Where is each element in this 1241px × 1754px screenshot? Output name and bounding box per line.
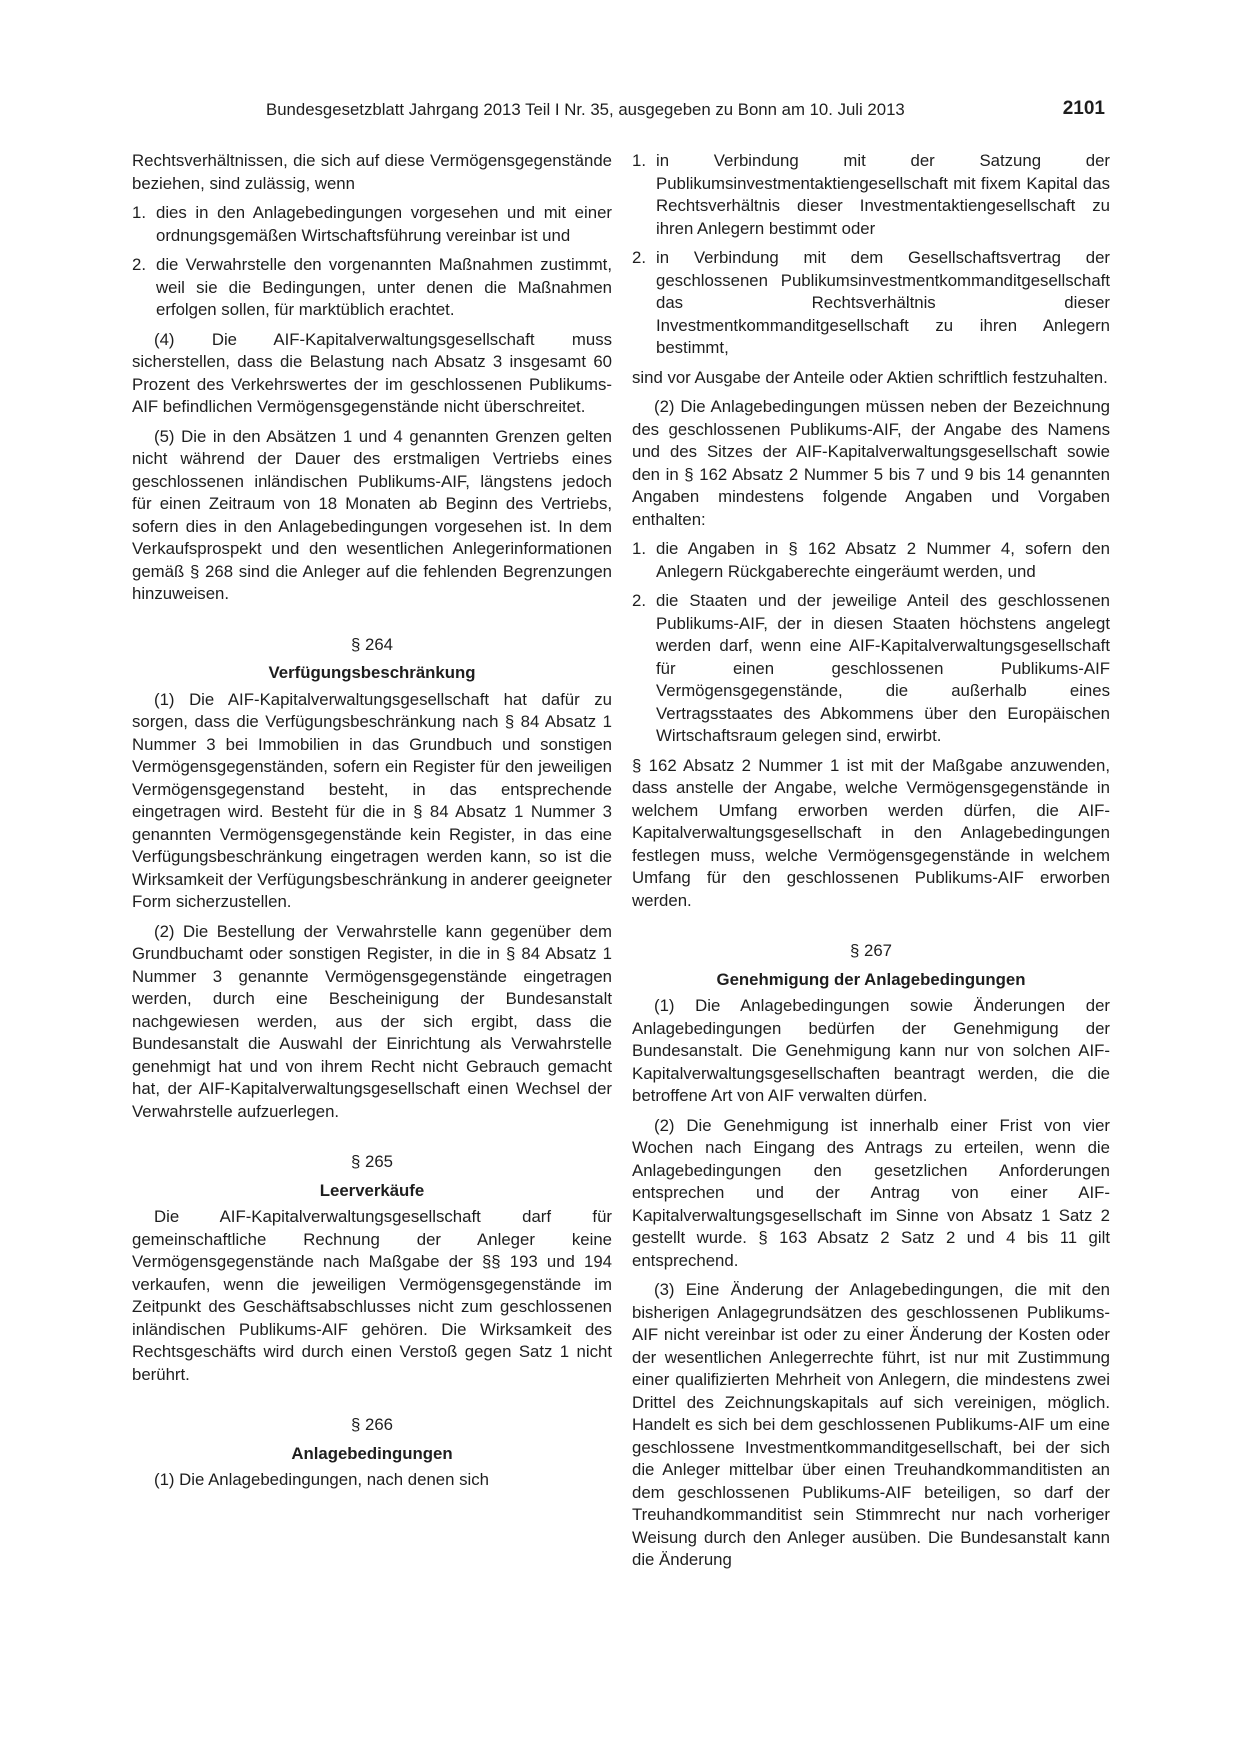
paragraph: (1) Die AIF-Kapitalverwaltungsgesellschaft hat dafür zu sorgen, dass die Verfügungsbeschränkung nach § 84 Absatz 1 Nummer 3 bei Immobilien in das Grundbuch und sonstigen Vermögensgegenständen, sofern ein Register für den jeweiligen Vermögensgegenstand besteht, in das entsprechende eingetragen wird. Besteht für die in § 84 Absatz 1 Nummer 3 genannten Vermögensgegenstände kein Register, in das eine Verfügungsbeschränkung eingetragen werden kann, so ist die Wirksamkeit der Verfügungsbeschränkung in anderer geeigneter Form sicherzustellen. <box>132 689 612 911</box>
list-item <box>632 538 1110 583</box>
paragraph: (1) Die Anlagebedingungen, nach denen sich <box>154 1470 489 1489</box>
paragraph: (3) Eine Änderung der Anlagebedingungen, die mit den bisherigen Anlagegrundsätzen des geschlossenen Publikums-AIF nicht vereinbar ist oder zu einer Änderung der Kosten oder der wesentlichen Anlegerrechte führt, ist nur mit Zustimmung einer qualifizierten Mehrheit von Anlegern, die mindestens zwei Drittel des Zeichnungskapitals auf sich vereinigen, möglich. Handelt es sich bei dem geschlossenen Publikums-AIF um eine geschlossene Investmentkommanditgesellschaft, bei der sich die Anleger mittelbar über einen Treuhandkommanditisten an dem geschlossenen Publikums-AIF beteiligen, so darf der Treuhandkommanditist sein Stimmrecht nur nach vorheriger Weisung durch den Anleger ausüben. Die Bundesanstalt kann die Änderung <box>632 1280 1110 1569</box>
section-title: Verfügungsbeschränkung <box>268 663 476 682</box>
paragraph: (4) Die AIF-Kapitalverwaltungsgesellschaft muss sicherstellen, dass die Belastung nach Absatz 3 insgesamt 60 Prozent des Verkehrswertes der im geschlossenen Publikums-AIF befindlichen Vermögensgegenstände nicht überschreitet. <box>132 329 612 416</box>
page-number: 2101 <box>1062 98 1105 119</box>
paragraph: (2) Die Bestellung der Verwahrstelle kann gegenüber dem Grundbuchamt oder sonstigen Register, in die in § 84 Absatz 1 Nummer 3 genannte Vermögensgegenstände eingetragen werden, durch eine Bescheinigung der Bundesanstalt nachgewiesen werden, aus der sich ergibt, dass die Bundesanstalt die Auswahl der Einrichtung als Verwahrstelle genehmigt hat und von ihrem Recht nicht Gebrauch gemacht hat, der AIF-Kapitalverwaltungsgesellschaft einen Wechsel der Verwahrstelle aufzuerlegen. <box>132 921 612 1121</box>
section-number: § 266 <box>351 1415 393 1434</box>
list-number: 2. <box>632 591 646 610</box>
paragraph: (2) Die Genehmigung ist innerhalb einer Frist von vier Wochen nach Eingang des Antrags zu erteilen, wenn die Anlagebedingungen den gesetzlichen Anforderungen entsprechen und der Antrag von einer AIF-Kapitalverwaltungsgesellschaft im Sinne von Absatz 1 Satz 2 gestellt wurde. § 163 Absatz 2 Satz 2 und 4 bis 11 gilt entsprechend. <box>632 1115 1110 1270</box>
right-column <box>632 150 1110 1579</box>
paragraph: Die AIF-Kapitalverwaltungsgesellschaft darf für gemeinschaftliche Rechnung der Anleger keine Vermögensgegenstände nach Maßgabe der §§ 193 und 194 verkaufen, wenn die jeweiligen Vermögensgegenstände im Zeitpunkt des Geschäftsabschlusses nicht zum geschlossenen inländischen Publikums-AIF gehören. Die Wirksamkeit des Rechtsgeschäfts wird durch einen Verstoß gegen Satz 1 nicht berührt. <box>132 1207 612 1384</box>
list-number: 1. <box>132 203 146 222</box>
paragraph: (1) Die Anlagebedingungen sowie Änderungen der Anlagebedingungen bedürfen der Genehmigung der Bundesanstalt. Die Genehmigung kann nur von solchen AIF-Kapitalverwaltungsgesellschaften beantragt werden, die die betroffene Art von AIF verwalten dürfen. <box>632 996 1110 1105</box>
section-title: Anlagebedingungen <box>291 1443 453 1463</box>
list-number: 2. <box>132 255 146 274</box>
paragraph: Rechtsverhältnissen, die sich auf diese Vermögensgegenstände beziehen, sind zulässig, wenn <box>132 151 612 193</box>
list-number: 2. <box>632 248 646 267</box>
list-item <box>132 202 612 247</box>
section-number: § 265 <box>351 1152 393 1171</box>
paragraph: (5) Die in den Absätzen 1 und 4 genannten Grenzen gelten nicht während der Dauer des erstmaligen Vertriebs eines geschlossenen inländischen Publikums-AIF, längstens jedoch für einen Zeitraum von 18 Monaten ab Beginn des Vertriebs, sofern dies in den Anlagebedingungen vorgesehen ist. In dem Verkaufsprospekt und den wesentlichen Anlegerinformationen gemäß § 268 sind die Anleger auf die fehlenden Begrenzungen hinzuweisen. <box>132 426 612 603</box>
list-number: 1. <box>632 539 646 558</box>
section-title: Genehmigung der Anlagebedingungen <box>716 969 1026 989</box>
section-number: § 264 <box>351 634 393 654</box>
list-number: 1. <box>632 151 646 170</box>
paragraph: § 162 Absatz 2 Nummer 1 ist mit der Maßgabe anzuwenden, dass anstelle der Angabe, welche Vermögensgegenstände in welchem Umfang erworben werden dürfen, die AIF-Kapitalverwaltungsgesellschaft in den Anlagebedingungen festlegen muss, welche Vermögensgegenstände in welchem Umfang für den geschlossenen Publikums-AIF erworben werden. <box>632 755 1110 910</box>
list-text: die Angaben in § 162 Absatz 2 Nummer 4, sofern den Anlegern Rückgaberechte eingeräumt werden, und <box>656 539 1110 581</box>
list-item <box>632 247 1110 360</box>
section-number: § 267 <box>850 941 892 960</box>
list-text: die Verwahrstelle den vorgenannten Maßnahmen zustimmt, weil sie die Bedingungen, unter denen die Maßnahmen erfolgen sollen, für marktüblich erachtet. <box>156 255 612 319</box>
left-column <box>132 150 612 1499</box>
list-item <box>132 254 612 322</box>
list-text: dies in den Anlagebedingungen vorgesehen und mit einer ordnungsgemäßen Wirtschaftsführung vereinbar ist und <box>156 203 612 245</box>
list-text: in Verbindung mit dem Gesellschaftsvertrag der geschlossenen Publikumsinvestmentkommanditgesellschaft das Rechtsverhältnis dieser Investmentkommanditgesellschaft zu ihren Anlegern bestimmt, <box>656 248 1110 357</box>
list-item <box>632 590 1110 748</box>
running-header: Bundesgesetzblatt Jahrgang 2013 Teil I Nr. 35, ausgegeben zu Bonn am 10. Juli 2013 <box>266 100 905 119</box>
list-item <box>632 150 1110 240</box>
paragraph: sind vor Ausgabe der Anteile oder Aktien schriftlich festzuhalten. <box>632 367 1108 387</box>
page-header <box>0 98 1241 128</box>
list-text: die Staaten und der jeweilige Anteil des geschlossenen Publikums-AIF, der in diesen Staaten höchstens angelegt werden darf, wenn eine AIF-Kapitalverwaltungsgesellschaft für einen geschlossenen Publikums-AIF Vermögensgegenstände, die außerhalb eines Vertragsstaates des Abkommens über den Europäischen Wirtschaftsraum gelegen sind, erwirbt. <box>656 591 1110 745</box>
paragraph: (2) Die Anlagebedingungen müssen neben der Bezeichnung des geschlossenen Publikums-AIF, der Angabe des Namens und des Sitzes der AIF-Kapitalverwaltungsgesellschaft sowie den in § 162 Absatz 2 Nummer 5 bis 7 und 9 bis 14 genannten Angaben mindestens folgende Angaben und Vorgaben enthalten: <box>632 397 1110 529</box>
list-text: in Verbindung mit der Satzung der Publikumsinvestmentaktiengesellschaft mit fixem Kapital das Rechtsverhältnis dieser Investmentaktiengesellschaft zu ihren Anlegern bestimmt oder <box>656 151 1110 238</box>
section-title: Leerverkäufe <box>319 1180 425 1200</box>
